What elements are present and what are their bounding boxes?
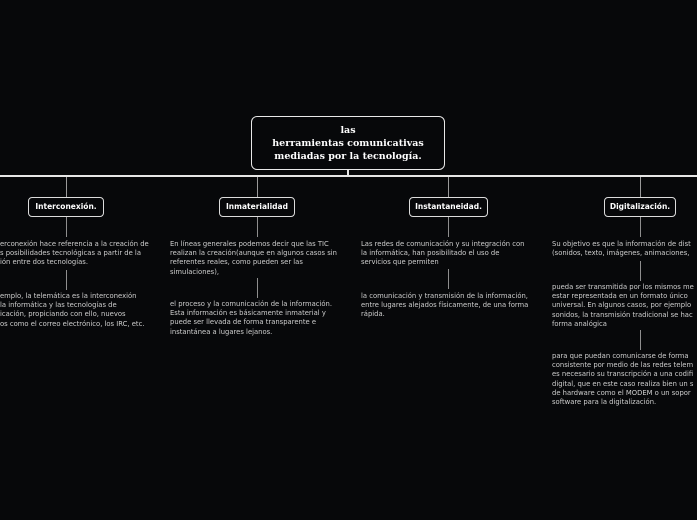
text-line: para que puedan comunicarse de forma xyxy=(552,352,689,360)
branch-connector xyxy=(257,177,258,197)
topic-instantaneidad[interactable]: Instantaneidad. xyxy=(409,197,488,217)
text-line: ión entre dos tecnologías. xyxy=(0,258,88,267)
branch-connector xyxy=(448,177,449,197)
topic-text-block xyxy=(552,240,697,258)
text-line: digital, que en este caso realiza bien un s xyxy=(552,379,694,388)
branch-connector xyxy=(66,177,67,197)
text-line: la comunicación y transmisión de la información, xyxy=(361,292,528,300)
text-line: emplo, la telemática es la interconexión xyxy=(0,292,137,300)
text-line: entre lugares alejados físicamente, de una forma xyxy=(361,301,529,310)
text-line: la informática, han posibilitado el uso de xyxy=(361,249,500,258)
text-line: software para la digitalización. xyxy=(552,398,657,407)
connector-line xyxy=(257,278,258,298)
connector-line xyxy=(640,217,641,237)
text-line: sonidos, la transmisión tradicional se hac xyxy=(552,310,693,319)
text-line: s posibilidades tecnológicas a partir de la xyxy=(0,249,141,258)
text-line: Las redes de comunicación y su integración con xyxy=(361,240,525,248)
main-connector-bar xyxy=(0,175,697,177)
topic-text-block xyxy=(552,352,697,407)
connector-line xyxy=(257,217,258,237)
text-line: servicios que permiten xyxy=(361,258,439,267)
text-line: rápida. xyxy=(361,310,385,319)
topic-interconexion[interactable]: Interconexión. xyxy=(28,197,104,217)
text-line: puede ser llevada de forma transparente e xyxy=(170,318,317,327)
text-line: (sonidos, texto, imágenes, animaciones, xyxy=(552,249,690,258)
text-line: la informática y las tecnologías de xyxy=(0,301,117,310)
topic-text-block xyxy=(170,300,350,337)
text-line: pueda ser transmitida por los mismos me xyxy=(552,283,694,291)
text-line: Esta información es básicamente inmaterial y xyxy=(170,309,326,318)
root-node[interactable] xyxy=(251,116,445,170)
text-line: de hardware como el MODEM o un sopor xyxy=(552,388,691,397)
topic-inmaterialidad[interactable]: Inmaterialidad xyxy=(219,197,295,217)
text-line: estar representada en un formato único xyxy=(552,292,688,301)
text-line: instantánea a lugares lejanos. xyxy=(170,327,273,336)
text-line: icación, propiciando con ello, nuevos xyxy=(0,310,126,319)
branch-connector xyxy=(640,177,641,197)
connector-line xyxy=(66,217,67,237)
connector-line xyxy=(448,217,449,237)
root-line: herramientas comunicativas xyxy=(272,138,424,149)
topic-text-block xyxy=(0,240,160,268)
topic-digitalizacion[interactable]: Digitalización. xyxy=(604,197,676,217)
connector-line xyxy=(66,270,67,290)
connector-line xyxy=(640,261,641,281)
root-line: las xyxy=(340,125,356,136)
topic-text-block xyxy=(552,283,697,329)
root-line: mediadas por la tecnología. xyxy=(274,151,422,162)
topic-text-block xyxy=(361,292,541,320)
topic-text-block xyxy=(170,240,350,277)
text-line: erconexión hace referencia a la creación de xyxy=(0,240,149,248)
connector-line xyxy=(448,269,449,289)
text-line: el proceso y la comunicación de la información. xyxy=(170,300,333,308)
text-line: simulaciones), xyxy=(170,267,220,276)
text-line: universal. En algunos casos, por ejemplo xyxy=(552,301,692,310)
text-line: referentes reales, como pueden ser las xyxy=(170,258,303,267)
text-line: os como el correo electrónico, los IRC, etc. xyxy=(0,319,145,328)
topic-text-block xyxy=(0,292,160,329)
text-line: realizan la creación(aunque en algunos casos sin xyxy=(170,249,337,258)
connector-line xyxy=(640,330,641,350)
text-line: es necesario su transcripción a una codifi xyxy=(552,370,694,379)
text-line: consistente por medio de las redes telem xyxy=(552,361,694,370)
text-line: En líneas generales podemos decir que las TIC xyxy=(170,240,329,248)
text-line: forma analógica xyxy=(552,319,607,328)
text-line: Su objetivo es que la información de dist xyxy=(552,240,691,248)
topic-text-block xyxy=(361,240,541,268)
